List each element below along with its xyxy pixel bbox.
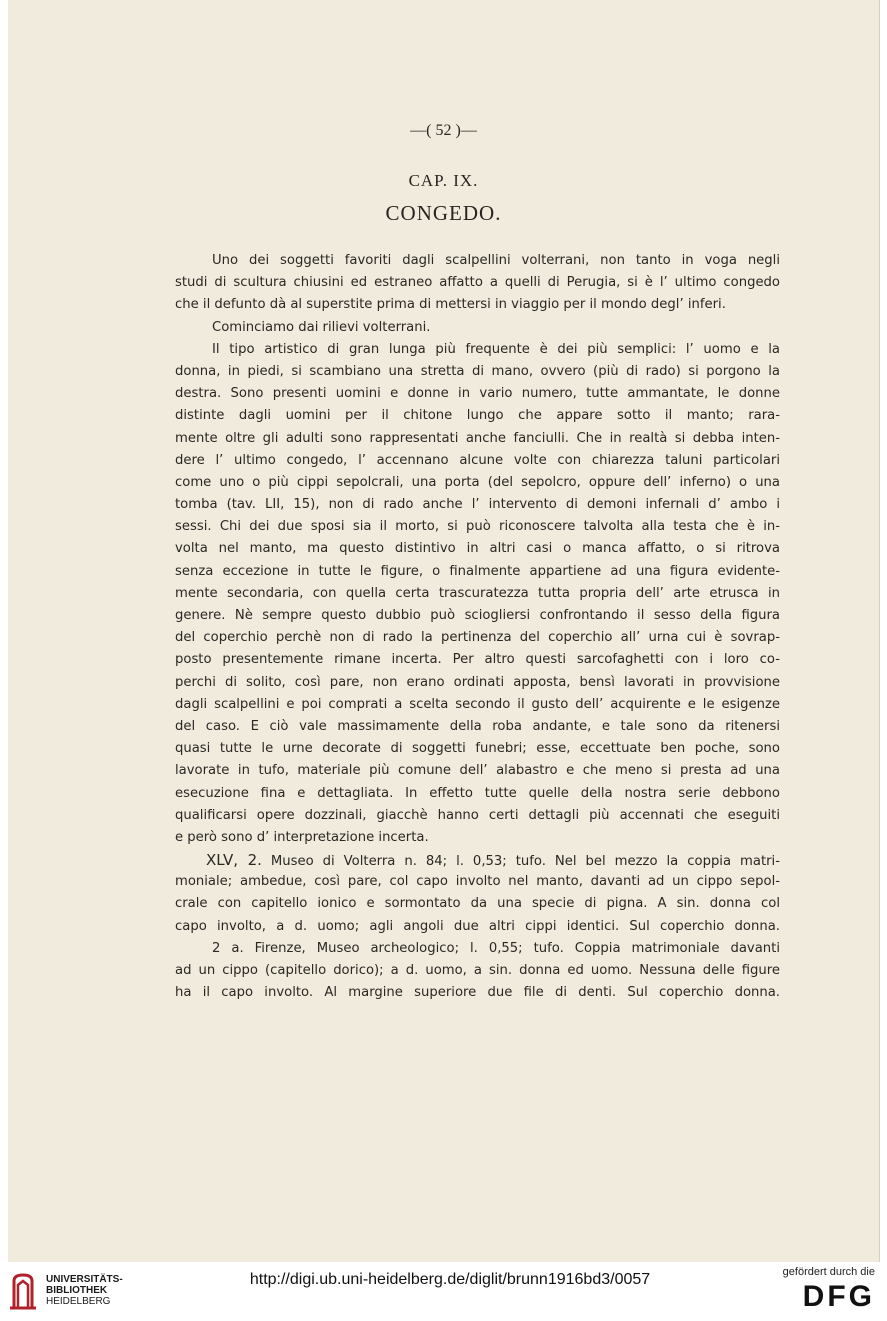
- text-line: mente oltre gli adulti sono rappresentati anche fanciulli. Che in realtà si debba inten-: [175, 430, 780, 446]
- text-line: tomba (tav. LII, 15), non di rado anche l’ intervento di demoni infernali d’ ambo i: [175, 497, 780, 513]
- text-line: mente secondaria, con quella certa trascuratezza tutta propria dell’ arte etrusca in: [175, 585, 780, 601]
- text-line: ha il capo involto. Al margine superiore due file di denti. Sul coperchio donna.: [175, 985, 780, 1001]
- dfg-logo: DFG: [802, 1280, 875, 1313]
- text-line: dere l’ ultimo congedo, l’ accennano alcune volte con chiarezza taluni particolari: [175, 452, 780, 468]
- text-line: moniale; ambedue, così pare, col capo involto nel manto, davanti ad un cippo sepol-: [175, 874, 780, 890]
- text-line: quasi tutte le urne decorate di soggetti funebri; esse, eccettuate ben poche, sono: [175, 741, 780, 757]
- text-line: Il tipo artistico di gran lunga più frequente è dei più semplici: l’ uomo e la: [212, 341, 780, 357]
- text-line: che il defunto dà al superstite prima di mettersi in viaggio per il mondo degl’ inferi.: [175, 297, 726, 313]
- text-line: capo involto, a d. uomo; agli angoli due altri cippi identici. Sul coperchio donna.: [175, 918, 780, 934]
- body-text: [175, 250, 780, 1004]
- library-name-line: BIBLIOTHEK: [46, 1285, 108, 1296]
- entry-number: XLV, 2.: [206, 851, 262, 870]
- text-line: ad un cippo (capitello dorico); a d. uomo, a sin. donna ed uomo. Nessuna delle figure: [175, 963, 780, 978]
- chapter-heading: CAP. IX.: [408, 171, 479, 190]
- running-head: —( 52 )—: [410, 122, 477, 139]
- page-title: CONGEDO.: [385, 201, 502, 225]
- catalog-entry-line: [175, 938, 780, 960]
- university-library-logo-icon: [8, 1271, 38, 1311]
- text-line: donna, in piedi, si scambiano una stretta di mano, ovvero (più di rado) si porgono la: [175, 363, 780, 379]
- text-line: del caso. E ciò vale massimamente della roba andante, e tale sono da ritenersi: [175, 718, 780, 734]
- text-line: come uno o più cippi sepolcrali, una porta (del sepolcro, oppure dell’ inferno) o una: [175, 474, 780, 490]
- text-line: studi di scultura chiusini ed estraneo affatto a quelli di Perugia, si è l’ ultimo congedo: [175, 275, 780, 291]
- text-line: qualificarsi opere dozzinali, giacchè hanno certi dettagli più accennati che eseguiti: [175, 807, 780, 823]
- text-line: perchi di solito, così pare, non erano ordinati apposta, bensì lavorati in provvisione: [175, 674, 780, 690]
- library-name: [46, 1274, 123, 1307]
- text-line: Cominciamo dai rilievi volterrani.: [212, 319, 431, 335]
- text-line: crale con capitello ionico e sormontato da una specie di pigna. A sin. donna col: [175, 896, 780, 912]
- text-line: genere. Nè sempre questo dubbio può sciogliersi confrontando il sesso della figura: [175, 608, 780, 623]
- text-line: senza eccezione in tutte le figure, o finalmente appartiene ad una figura evidente-: [175, 563, 780, 579]
- catalog-entry-line: [175, 849, 780, 871]
- text-line: Uno dei soggetti favoriti dagli scalpellini volterrani, non tanto in voga negli: [212, 253, 780, 268]
- text-line: dagli scalpellini e poi comprati a scelta secondo il gusto dell’ acquirente e le esigenze: [175, 696, 780, 712]
- library-name-line: HEIDELBERG: [46, 1296, 111, 1307]
- text-line: esecuzione fina e dettagliata. In effetto tutte quelle della nostra serie debbono: [175, 785, 780, 801]
- funding-credit: [783, 1266, 875, 1314]
- text-line: del coperchio perchè non di rado la pertinenza del coperchio all’ urna cui è sovrap-: [175, 630, 780, 646]
- text-line: lavorate in tufo, materiale più comune dell’ alabastro e che meno si presta ad una: [175, 763, 780, 779]
- text-line: sessi. Chi dei due sposi sia il morto, si può riconoscere talvolta alla testa che è in-: [175, 519, 780, 535]
- text-line: e però sono d’ interpretazione incerta.: [175, 829, 429, 845]
- text-line: posto presentemente rimane incerta. Per altro questi sarcofaghetti con i loro co-: [175, 652, 780, 668]
- library-name-line: UNIVERSITÄTS-: [46, 1274, 123, 1285]
- document-page: [8, 0, 880, 1262]
- entry-text: Museo di Volterra n. 84; l. 0,53; tufo. Nel bel mezzo la coppia matri-: [270, 854, 780, 870]
- text-line: distinte dagli uomini per il chitone lungo che appare sotto il manto; rara-: [175, 408, 780, 424]
- source-url-link[interactable]: http://digi.ub.uni-heidelberg.de/diglit/brunn1916bd3/0057: [249, 1271, 651, 1288]
- entry-number: 2 a.: [212, 940, 244, 956]
- entry-text: Firenze, Museo archeologico; l. 0,55; tufo. Coppia matrimoniale davanti: [254, 940, 780, 956]
- funding-label: gefördert durch die: [782, 1266, 875, 1278]
- text-line: destra. Sono presenti uomini e donne in vario numero, tutte ammantate, le donne: [175, 386, 780, 402]
- text-line: volta nel manto, ma questo distintivo in altri casi o manca affatto, o si ritrova: [175, 541, 780, 557]
